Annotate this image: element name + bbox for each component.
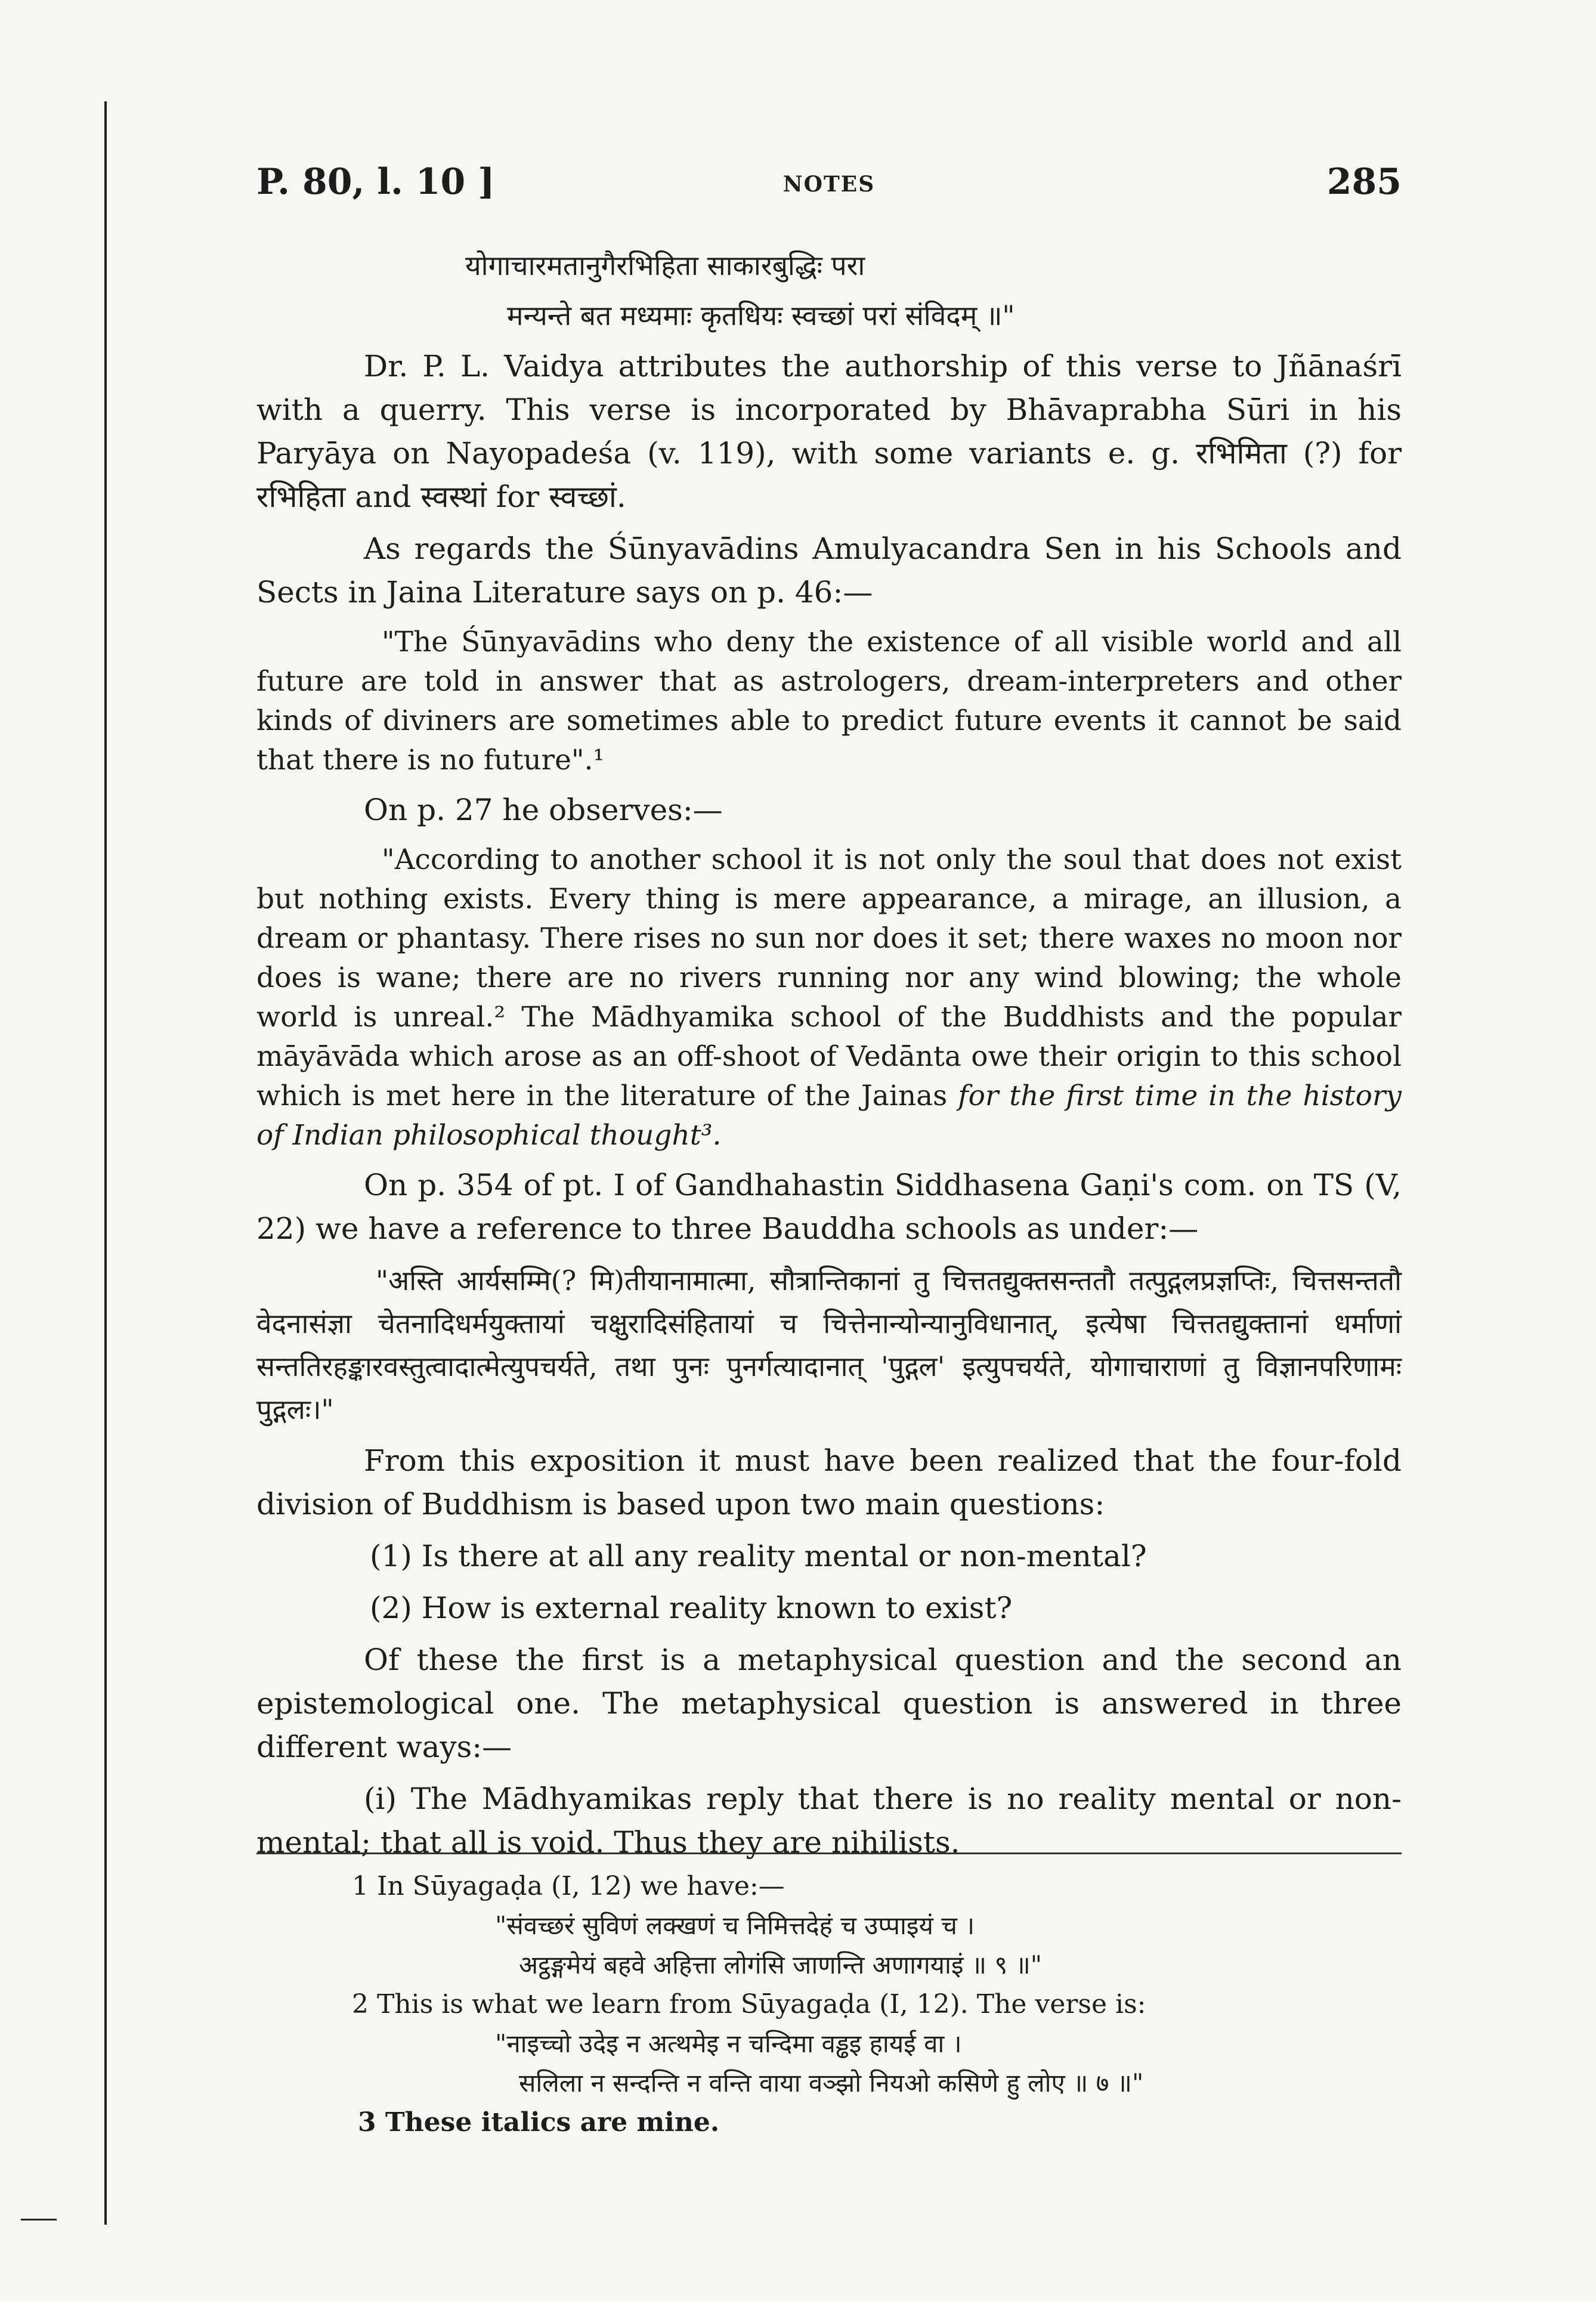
running-head-title: NOTES: [782, 172, 876, 197]
paragraph-sunyavadins: As regards the Śūnyavādins Amulyacandra Sen in his Schools and Sects in Jaina Literature says on p. 46:—: [256, 531, 1402, 610]
footnotes: [256, 1867, 1402, 2142]
running-head-reference: P. 80, l. 10 ]: [256, 161, 495, 203]
margin-dash: [21, 2219, 57, 2220]
footnote-2-verse-2: सलिला न सन्दन्ति न वन्ति वाया वञ्झो नियओ कसिणे हु लोए ॥ ७ ॥": [519, 2068, 1144, 2098]
sanskrit-commentary: "अस्ति आर्यसम्मि(? मि)तीयानामात्मा, सौत्रान्तिकानां तु चित्ततद्युक्तसन्ततौ तत्पुद्गलप्रज्ञप्तिः, चित्तसन्ततौ वेदनासंज्ञा चेतनादिधर्मयुक्तायां चक्षुरादिसंहितायां च चित्तेनान्योन्यानुविधानात्, इत्येषा चित्ततद्युक्तानां धर्माणां सन्ततिरहङ्कारवस्तुत्वादात्मेत्युपचर्यते, तथा पुनः पुनर्गत्यादानात् 'पुद्गल' इत्युपचर्यते, योगाचाराणां तु विज्ञानपरिणामः पुद्गलः।": [256, 1264, 1402, 1425]
sanskrit-verse-line-1: योगाचारमतानुगैरभिहिता साकारबुद्धिः परा: [465, 249, 865, 282]
quote-another-school-italic: for the first time in the history of Indian philosophical thought³.: [256, 1080, 1402, 1152]
footnote-rule: [256, 1852, 1402, 1854]
quote-another-school: [256, 840, 1402, 1155]
footnote-2: 2 This is what we learn from Sūyagaḍa (I, 12). The verse is:: [352, 1989, 1146, 2019]
footnote-3: 3 These italics are mine.: [358, 2107, 720, 2138]
paragraph-madhyamikas: (i) The Mādhyamikas reply that there is no reality mental or non-mental; that all is void. Thus they are nihilists.: [256, 1782, 1402, 1860]
footnote-1-verse-2: अट्ठङ्गमेयं बहवे अहित्ता लोगंसि जाणन्ति अणागयाइं ॥ ९ ॥": [519, 1950, 1043, 1980]
main-text: [256, 245, 1402, 1873]
sanskrit-verse-line-2: मन्यन्ते बत मध्यमाः कृतधियः स्वच्छां परां संविदम् ॥": [507, 299, 1015, 332]
quote-another-school-text: "According to another school it is not only the soul that does not exist but nothing exists. Every thing is mere appearance, a mirage, an illusion, a dream or phantasy. There rises no sun nor does it set; there waxes no moon nor does is wane; there are no rivers running nor any wind blowing; the whole world is unreal.² The Mādhyamika school of the Buddhists and the popular māyāvāda which arose as an off-shoot of Vedānta owe their origin to this school which is met here in the literature of the Jainas: [256, 843, 1402, 1112]
page-header: [256, 161, 1402, 209]
paragraph-metaphysical: Of these the first is a metaphysical question and the second an epistemological one. The metaphysical question is answered in three different ways:—: [256, 1643, 1402, 1764]
paragraph-exposition: From this exposition it must have been realized that the four-fold division of Buddhism is based upon two main questions:: [256, 1443, 1402, 1521]
question-1: (1) Is there at all any reality mental or non-mental?: [370, 1539, 1147, 1573]
footnote-1: 1 In Sūyagaḍa (I, 12) we have:—: [352, 1871, 785, 1901]
paragraph-p354: On p. 354 of pt. I of Gandhahastin Siddhasena Gaṇi's com. on TS (V, 22) we have a reference to three Bauddha schools as under:—: [256, 1168, 1402, 1246]
page-number: 285: [1326, 161, 1402, 203]
margin-line: [104, 101, 107, 2225]
footnote-1-verse-1: "संवच्छरं सुविणं लक्खणं च निमित्तदेहं च उप्पाइयं च ।: [495, 1911, 975, 1940]
paragraph-vaidya: Dr. P. L. Vaidya attributes the authorship of this verse to Jñānaśrī with a querry. This verse is incorporated by Bhāvaprabha Sūri in his Paryāya on Nayopadeśa (v. 119), with some variants e. g. रभिमिता (?) for रभिहिता and स्वस्थां for स्वच्छां.: [256, 349, 1402, 514]
paragraph-p27: On p. 27 he observes:—: [364, 793, 723, 827]
question-2: (2) How is external reality known to exist?: [370, 1591, 1013, 1625]
quote-sunyavadins: "The Śūnyavādins who deny the existence of all visible world and all future are told in answer that as astrologers, dream-interpreters and other kinds of diviners are sometimes able to predict future events it cannot be said that there is no future".¹: [256, 626, 1402, 777]
footnote-2-verse-1: "नाइच्चो उदेइ न अत्थमेइ न चन्दिमा वड्ढइ हायई वा ।: [495, 2029, 962, 2058]
